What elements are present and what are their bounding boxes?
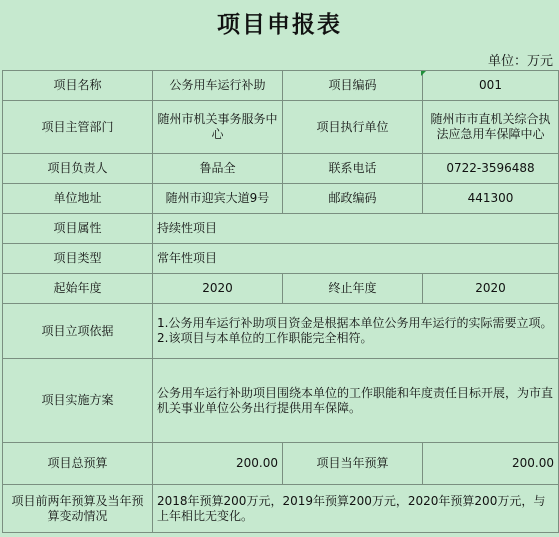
value-end-year[interactable]: 2020	[423, 274, 559, 304]
label-implementation-plan: 项目实施方案	[3, 359, 153, 443]
value-project-name[interactable]: 公务用车运行补助	[153, 71, 283, 101]
label-start-year: 起始年度	[3, 274, 153, 304]
table-row	[3, 274, 559, 304]
table-row	[3, 154, 559, 184]
table-row	[3, 244, 559, 274]
cell-comment-marker-icon	[421, 71, 426, 76]
label-project-attribute: 项目属性	[3, 214, 153, 244]
table-row	[3, 443, 559, 485]
value-start-year[interactable]: 2020	[153, 274, 283, 304]
value-project-code[interactable]: 001	[423, 71, 559, 101]
value-project-basis[interactable]	[153, 304, 559, 359]
label-address: 单位地址	[3, 184, 153, 214]
label-budget-changes: 项目前两年预算及当年预算变动情况	[3, 485, 153, 533]
value-supervising-dept[interactable]: 随州市机关事务服务中心	[153, 101, 283, 154]
label-executing-unit: 项目执行单位	[283, 101, 423, 154]
project-form-table	[2, 70, 559, 533]
value-total-budget[interactable]: 200.00	[153, 443, 283, 485]
table-row	[3, 71, 559, 101]
table-row	[3, 184, 559, 214]
value-implementation-plan[interactable]: 公务用车运行补助项目围绕本单位的工作职能和年度责任目标开展，为市直机关事业单位公务出行提供用车保障。	[153, 359, 559, 443]
label-current-year-budget: 项目当年预算	[283, 443, 423, 485]
value-project-attribute[interactable]: 持续性项目	[153, 214, 559, 244]
unit-label: 单位：万元	[487, 54, 553, 69]
value-executing-unit[interactable]: 随州市市直机关综合执法应急用车保障中心	[423, 101, 559, 154]
value-budget-changes[interactable]: 2018年预算200万元，2019年预算200万元，2020年预算200万元，与上年相比无变化。	[153, 485, 559, 533]
value-postcode[interactable]: 441300	[423, 184, 559, 214]
value-project-type[interactable]: 常年性项目	[153, 244, 559, 274]
value-address[interactable]: 随州市迎宾大道9号	[153, 184, 283, 214]
label-total-budget: 项目总预算	[3, 443, 153, 485]
table-row	[3, 101, 559, 154]
label-project-type: 项目类型	[3, 244, 153, 274]
label-end-year: 终止年度	[283, 274, 423, 304]
label-project-name: 项目名称	[3, 71, 153, 101]
label-supervising-dept: 项目主管部门	[3, 101, 153, 154]
value-project-leader[interactable]: 鲁品全	[153, 154, 283, 184]
label-project-basis: 项目立项依据	[3, 304, 153, 359]
label-project-code: 项目编码	[283, 71, 423, 101]
basis-line-2: 2.该项目与本单位的工作职能完全相符。	[157, 331, 373, 345]
basis-line-1: 1.公务用车运行补助项目资金是根据本单位公务用车运行的实际需要立项。	[157, 316, 553, 330]
label-project-leader: 项目负责人	[3, 154, 153, 184]
table-row	[3, 304, 559, 359]
table-row	[3, 359, 559, 443]
value-phone[interactable]: 0722-3596488	[423, 154, 559, 184]
label-phone: 联系电话	[283, 154, 423, 184]
value-current-year-budget[interactable]: 200.00	[423, 443, 559, 485]
table-row	[3, 485, 559, 533]
label-postcode: 邮政编码	[283, 184, 423, 214]
page-title: 项目申报表	[217, 11, 342, 38]
table-row	[3, 214, 559, 244]
